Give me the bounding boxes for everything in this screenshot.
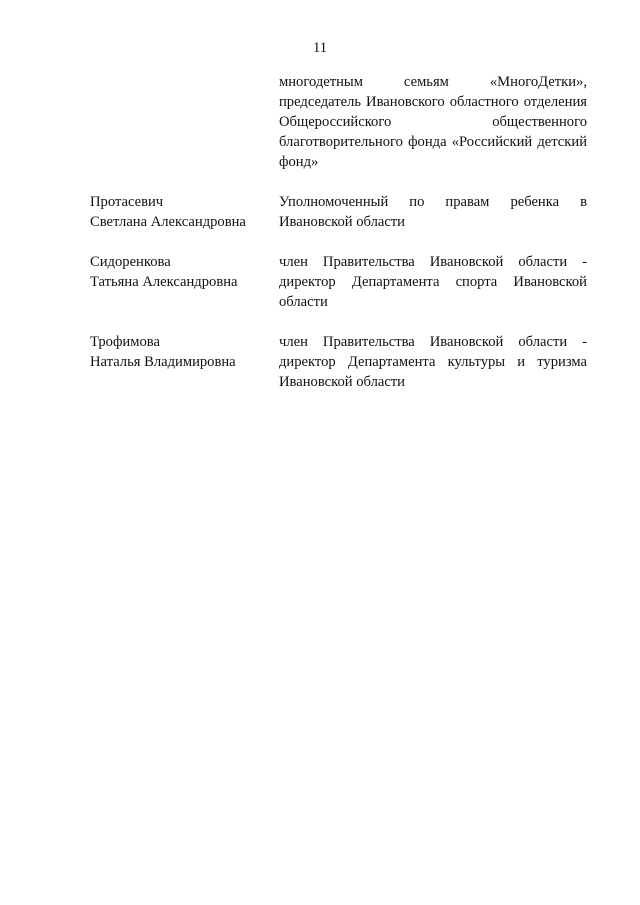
member-role: член Правительства Ивановской области - директор Департамента культуры и туризма Ивановской области (279, 334, 587, 390)
member-name (90, 332, 279, 392)
member-name (90, 252, 279, 312)
member-role: Уполномоченный по правам ребенка в Ивановской области (279, 194, 587, 230)
member-given-names: Светлана Александровна (90, 214, 246, 230)
page-number: 11 (312, 40, 328, 56)
member-name (90, 72, 279, 172)
member-given-names: Наталья Владимировна (90, 354, 236, 370)
member-given-names: Татьяна Александровна (90, 274, 238, 290)
list-item (90, 192, 587, 232)
member-name (90, 192, 279, 232)
members-list (90, 72, 587, 392)
list-item (90, 332, 587, 392)
member-surname: Трофимова (90, 334, 160, 350)
member-surname: Сидоренкова (90, 254, 171, 270)
member-role: многодетным семьям «МногоДетки», председатель Ивановского областного отделения Общероссийского общественного благотворительного фонда «Российский детский фонд» (279, 74, 587, 170)
member-role: член Правительства Ивановской области - директор Департамента спорта Ивановской области (279, 254, 587, 310)
member-surname: Протасевич (90, 194, 164, 210)
list-item (90, 252, 587, 312)
list-item (90, 72, 587, 172)
